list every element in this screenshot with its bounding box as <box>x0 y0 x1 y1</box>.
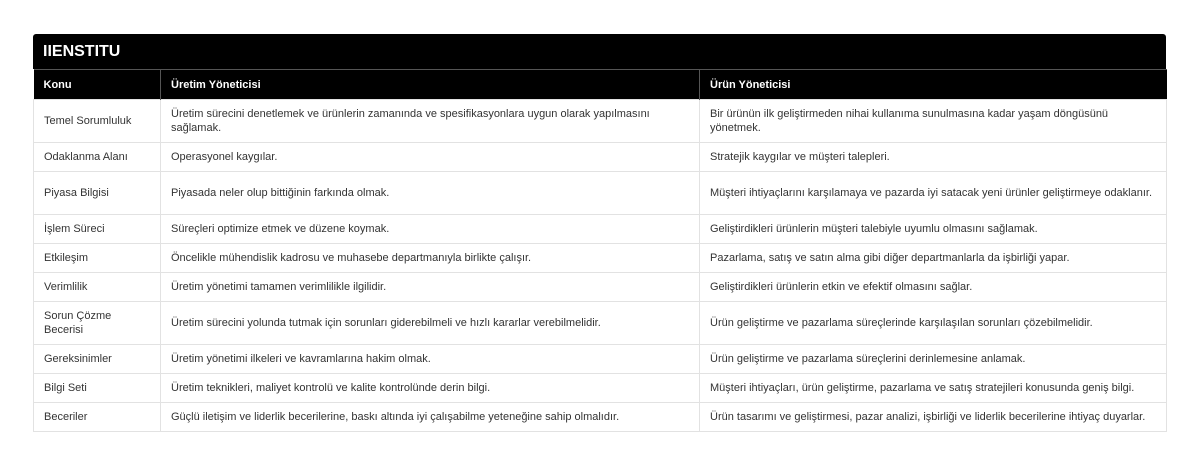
table-row <box>34 345 1167 374</box>
cell-product: Bir ürünün ilk geliştirmeden nihai kullanıma sunulmasına kadar yaşam döngüsünü yönetmek. <box>700 100 1167 143</box>
cell-product: Ürün tasarımı ve geliştirmesi, pazar analizi, işbirliği ve liderlik becerilerine ihtiyaç duyarlar. <box>700 403 1167 432</box>
column-header-topic: Konu <box>34 70 161 100</box>
cell-topic: Beceriler <box>34 403 161 432</box>
table-header-row <box>34 70 1167 100</box>
cell-topic: Piyasa Bilgisi <box>34 172 161 215</box>
cell-production: Üretim teknikleri, maliyet kontrolü ve kalite kontrolünde derin bilgi. <box>161 374 700 403</box>
cell-product: Geliştirdikleri ürünlerin müşteri talebiyle uyumlu olmasını sağlamak. <box>700 215 1167 244</box>
cell-production: Öncelikle mühendislik kadrosu ve muhasebe departmanıyla birlikte çalışır. <box>161 244 700 273</box>
cell-production: Üretim yönetimi tamamen verimlilikle ilgilidir. <box>161 273 700 302</box>
cell-product: Müşteri ihtiyaçları, ürün geliştirme, pazarlama ve satış stratejileri konusunda geniş bilgi. <box>700 374 1167 403</box>
cell-product: Pazarlama, satış ve satın alma gibi diğer departmanlarla da işbirliği yapar. <box>700 244 1167 273</box>
table-row <box>34 143 1167 172</box>
cell-production: Operasyonel kaygılar. <box>161 143 700 172</box>
cell-topic: Odaklanma Alanı <box>34 143 161 172</box>
column-header-production-manager: Üretim Yöneticisi <box>161 70 700 100</box>
cell-production: Üretim sürecini yolunda tutmak için sorunları giderebilmeli ve hızlı kararlar verebilmelidir. <box>161 302 700 345</box>
cell-product: Müşteri ihtiyaçlarını karşılamaya ve pazarda iyi satacak yeni ürünler geliştirmeye odaklanır. <box>700 172 1167 215</box>
table-row <box>34 100 1167 143</box>
table-row <box>34 374 1167 403</box>
cell-topic: Etkileşim <box>34 244 161 273</box>
table-row <box>34 273 1167 302</box>
cell-production: Piyasada neler olup bittiğinin farkında olmak. <box>161 172 700 215</box>
column-header-product-manager: Ürün Yöneticisi <box>700 70 1167 100</box>
cell-topic: Gereksinimler <box>34 345 161 374</box>
table-row <box>34 403 1167 432</box>
cell-product: Stratejik kaygılar ve müşteri talepleri. <box>700 143 1167 172</box>
table-row <box>34 172 1167 215</box>
cell-topic: İşlem Süreci <box>34 215 161 244</box>
table-row <box>34 302 1167 345</box>
cell-production: Süreçleri optimize etmek ve düzene koymak. <box>161 215 700 244</box>
cell-topic: Sorun Çözme Becerisi <box>34 302 161 345</box>
cell-topic: Verimlilik <box>34 273 161 302</box>
cell-product: Geliştirdikleri ürünlerin etkin ve efektif olmasını sağlar. <box>700 273 1167 302</box>
table-row <box>34 244 1167 273</box>
table-row <box>34 215 1167 244</box>
cell-production: Üretim sürecini denetlemek ve ürünlerin zamanında ve spesifikasyonlara uygun olarak yapılmasını sağlamak. <box>161 100 700 143</box>
cell-production: Üretim yönetimi ilkeleri ve kavramlarına hakim olmak. <box>161 345 700 374</box>
comparison-table <box>33 69 1167 432</box>
brand-header: IIENSTITU <box>33 34 1166 69</box>
cell-product: Ürün geliştirme ve pazarlama süreçlerinde karşılaşılan sorunları çözebilmelidir. <box>700 302 1167 345</box>
cell-topic: Temel Sorumluluk <box>34 100 161 143</box>
comparison-table-container <box>33 34 1166 432</box>
cell-topic: Bilgi Seti <box>34 374 161 403</box>
cell-product: Ürün geliştirme ve pazarlama süreçlerini derinlemesine anlamak. <box>700 345 1167 374</box>
cell-production: Güçlü iletişim ve liderlik becerilerine, baskı altında iyi çalışabilme yeteneğine sahip olmalıdır. <box>161 403 700 432</box>
